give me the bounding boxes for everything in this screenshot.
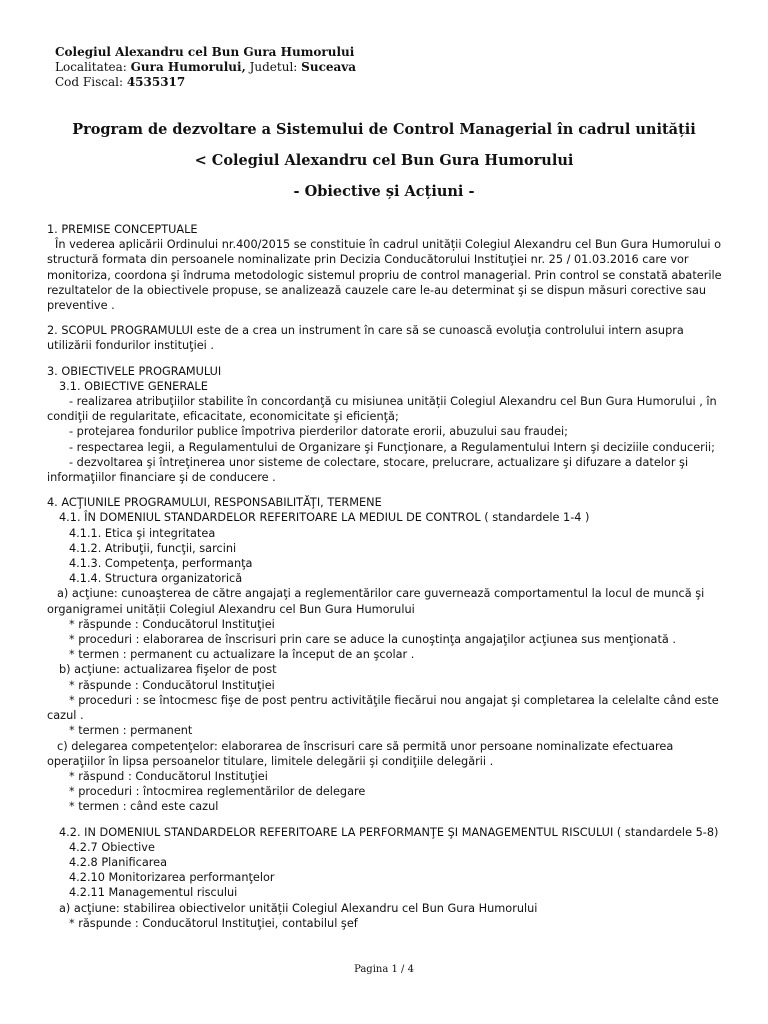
document-header	[55, 45, 356, 90]
list-item: 4.2.11 Managementul riscului	[69, 886, 238, 900]
section-heading: 1. PREMISE CONCEPTUALE	[47, 223, 198, 236]
list-item: - protejarea fondurilor publice împotriva pierderilor datorate erorii, abuzului sau fraudei;	[69, 425, 568, 439]
list-item: 4.1.3. Competenţa, performanţa	[69, 557, 253, 571]
paragraph: 2. SCOPUL PROGRAMULUI este de a crea un instrument în care să se cunoască evoluţia controlului intern asupra utilizării fondurilor instituţiei .	[47, 324, 684, 353]
fiscal-code-line	[55, 75, 356, 90]
action-detail: * proceduri : se întocmesc fişe de post pentru activităţile fiecărui nou angajat şi completarea la celelalte când este cazul .	[47, 693, 719, 723]
action-detail: * termen : permanent	[69, 724, 193, 738]
locality-label: Localitatea:	[55, 60, 127, 74]
document-title: Program de dezvoltare a Sistemului de Control Managerial în cadrul unității	[72, 121, 696, 138]
action-detail: * proceduri : elaborarea de înscrisuri prin care se aduce la cunoştinţa angajaţilor acţiunea sus menţionată .	[69, 633, 676, 647]
action-detail: * răspunde : Conducătorul Instituţiei	[69, 678, 275, 692]
action-detail: * răspunde : Conducătorul Instituţiei, contabilul şef	[69, 916, 358, 930]
county-value: Suceava	[301, 60, 357, 74]
list-item: 4.2.10 Monitorizarea performanţelor	[69, 871, 275, 885]
institution-name: Colegiul Alexandru cel Bun Gura Humorului	[55, 45, 355, 59]
list-item: 4.1.4. Structura organizatorică	[69, 572, 243, 586]
list-item: 4.1.1. Etica şi integritatea	[69, 526, 216, 540]
section-heading: 3. OBIECTIVELE PROGRAMULUI	[47, 364, 222, 378]
action-item: a) acţiune: stabilirea obiectivelor unității Colegiul Alexandru cel Bun Gura Humorului	[59, 901, 538, 915]
action-detail: * termen : permanent cu actualizare la început de an şcolar .	[69, 648, 415, 662]
subsection-heading: 3.1. OBIECTIVE GENERALE	[59, 379, 208, 393]
paragraph: În vederea aplicării Ordinului nr.400/2015 se constituie în cadrul unității Colegiul Alexandru cel Bun Gura Humorului o structură formata din persoanele nominalizate prin Decizia Conducătorului Instituţiei nr. 25 / 01.03.2016 care vor monitoriza, coordona şi îndruma metodologic sistemul propriu de control managerial. Prin control se constată abaterile rezultatelor de la obiectivele propuse, se analizează cauzele care le-au determinat şi se dispun măsuri corective sau preventive .	[47, 238, 722, 313]
list-item: - realizarea atribuţiilor stabilite în concordanţă cu misiunea unității Colegiul Alexandru cel Bun Gura Humorului , în condiţii de regularitate, eficacitate, economicitate şi eficienţă;	[47, 395, 717, 424]
action-detail: * răspunde : Conducătorul Instituţiei	[69, 617, 275, 631]
list-item: - dezvoltarea şi întreţinerea unor sisteme de colectare, stocare, prelucrare, actualizare şi difuzare a datelor şi informaţiilor financiare şi de conducere .	[47, 455, 689, 485]
list-item: - respectarea legii, a Regulamentului de Organizare şi Funcţionare, a Regulamentului Intern şi deciziile conducerii;	[69, 440, 715, 454]
document-subtitle-institution: < Colegiul Alexandru cel Bun Gura Humorului	[194, 152, 574, 169]
action-detail: * proceduri : întocmirea reglementărilor de delegare	[69, 785, 366, 799]
page-number: Pagina 1 / 4	[354, 964, 414, 975]
action-item: a) acţiune: cunoaşterea de către angajaţi a reglementărilor care guvernează comportamentul la locul de muncă şi organigramei unității Colegiul Alexandru cel Bun Gura Humorului	[47, 587, 705, 616]
action-detail: * răspund : Conducătorul Instituţiei	[69, 769, 268, 783]
county-label: Judetul:	[249, 60, 298, 74]
list-item: 4.2.8 Planificarea	[69, 855, 168, 869]
locality-value: Gura Humorului,	[130, 60, 246, 74]
section-heading: 4. ACŢIUNILE PROGRAMULUI, RESPONSABILITĂŢI, TERMENE	[47, 496, 382, 510]
subsection-heading: 4.2. IN DOMENIUL STANDARDELOR REFERITOARE LA PERFORMANŢE ŞI MANAGEMENTUL RISCULUI ( standardele 5-8)	[59, 825, 719, 839]
list-item: 4.2.7 Obiective	[69, 840, 155, 854]
fiscal-label: Cod Fiscal:	[55, 75, 123, 89]
fiscal-value: 4535317	[126, 75, 186, 89]
action-item: b) acţiune: actualizarea fişelor de post	[59, 663, 277, 677]
document-body	[47, 222, 727, 931]
action-detail: * termen : când este cazul	[69, 800, 219, 814]
document-subtitle-objectives: - Obiective și Acțiuni -	[293, 183, 475, 200]
action-item: c) delegarea competenţelor: elaborarea de înscrisuri care să permită unor persoane nominalizate efectuarea operaţiilor în lipsa persoanelor titulare, limitele delegării şi condiţiile delegării .	[47, 739, 674, 768]
locality-line	[55, 60, 356, 75]
list-item: 4.1.2. Atribuţii, funcţii, sarcini	[69, 541, 237, 555]
subsection-heading: 4.1. ÎN DOMENIUL STANDARDELOR REFERITOARE LA MEDIUL DE CONTROL ( standardele 1-4 )	[59, 511, 590, 525]
